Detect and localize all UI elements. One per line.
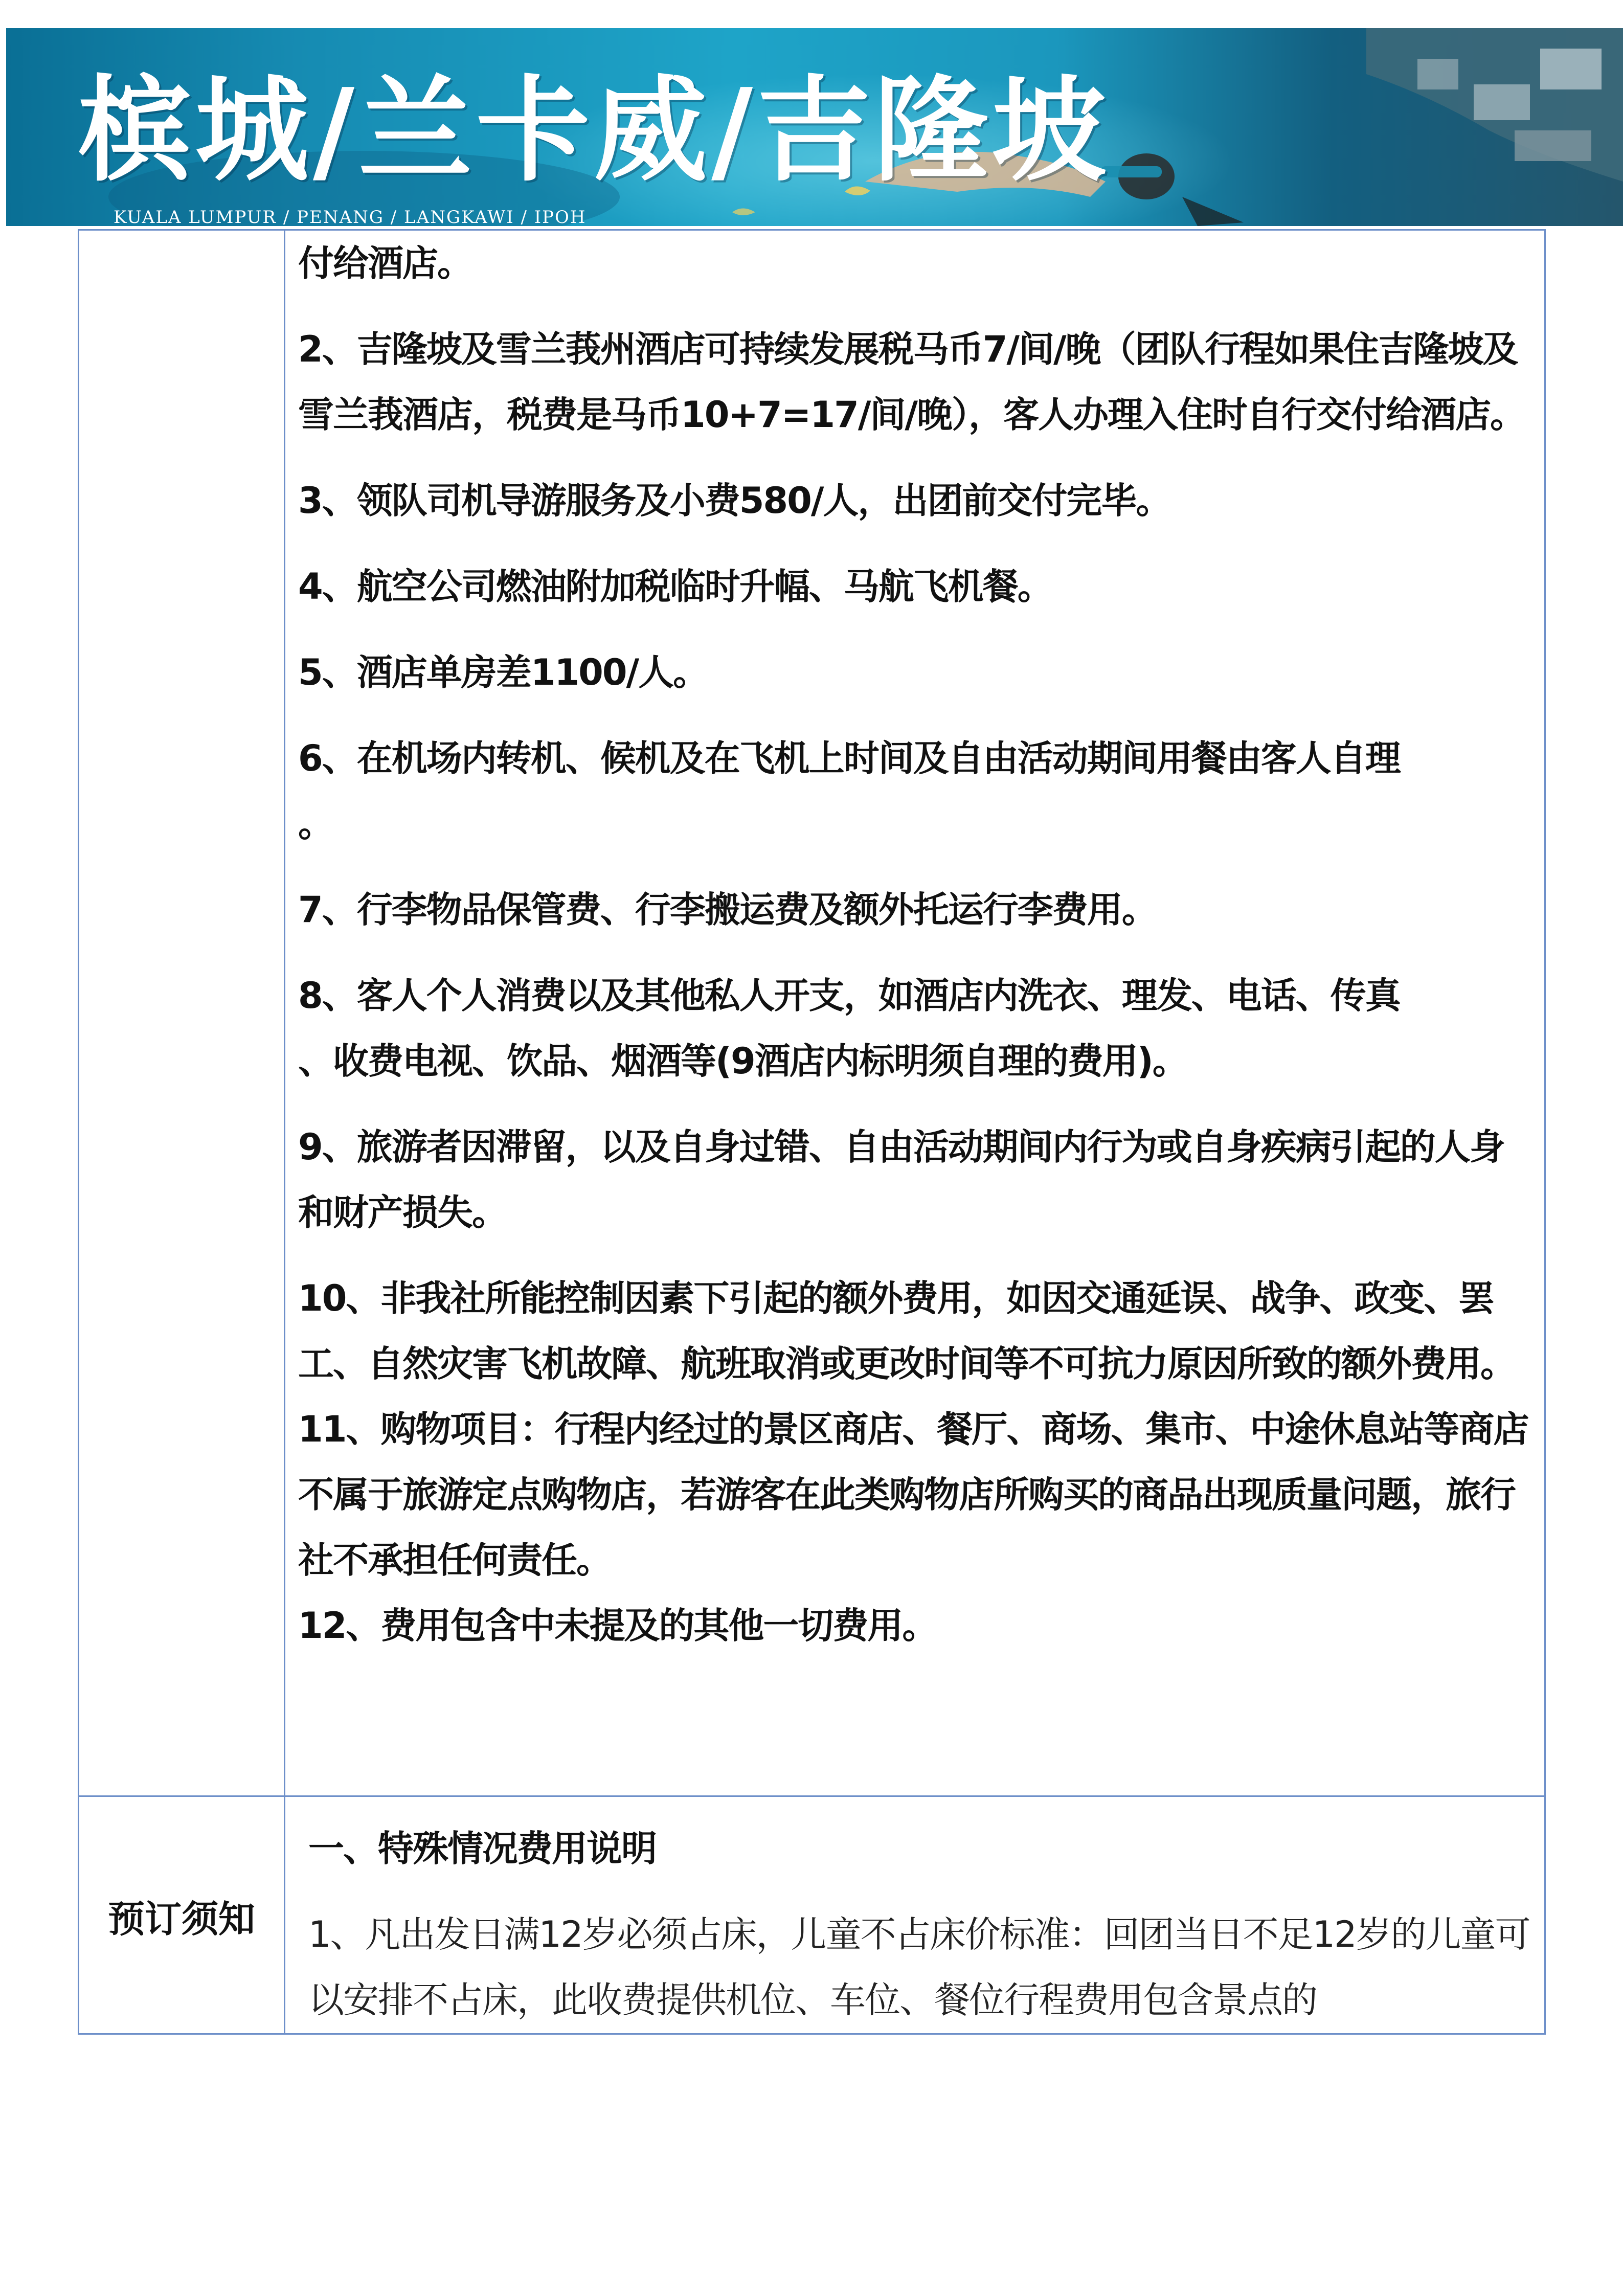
fee-item: 10、非我社所能控制因素下引起的额外费用，如因交通延误、战争、政变、罢工、自然灾害飞机故障、航班取消或更改时间等不可抗力原因所致的额外费用。 <box>298 1277 1515 1385</box>
banner-subtitle: KUALA LUMPUR / PENANG / LANGKAWI / IPOH <box>114 207 587 226</box>
fee-item: 付给酒店。 <box>298 242 472 284</box>
fee-item: 8、客人个人消费以及其他私人开支，如酒店内洗衣、理发、电话、传真 、收费电视、饮品、烟酒等(9酒店内标明须自理的费用)。 <box>298 975 1400 1082</box>
column-divider <box>284 231 285 2033</box>
booking-notice-label: 预订须知 <box>107 1897 255 1941</box>
booking-notice-cell <box>298 1798 1538 2033</box>
fee-item: 9、旅游者因滞留，以及自身过错、自由活动期间内行为或自身疾病引起的人身和财产损失。 <box>298 1126 1504 1233</box>
fee-item: 3、领队司机导游服务及小费580/人，出团前交付完毕。 <box>298 480 1171 522</box>
fee-item: 12、费用包含中未提及的其他一切费用。 <box>298 1605 937 1647</box>
fee-exclusions-cell <box>298 231 1538 1658</box>
row-divider <box>79 1795 1544 1797</box>
fee-item: 5、酒店单房差1100/人。 <box>298 651 708 693</box>
banner-title: 槟城/兰卡威/吉隆坡 <box>78 64 1110 197</box>
fee-item: 11、购物项目：行程内经过的景区商店、餐厅、商场、集市、中途休息站等商店不属于旅游定点购物店，若游客在此类购物店所购买的商品出现质量问题，旅行社不承担任何责任。 <box>298 1408 1528 1581</box>
section-title: 一、特殊情况费用说明 <box>308 1828 656 1870</box>
header-banner <box>6 28 1623 226</box>
fee-item: 2、吉隆坡及雪兰莪州酒店可持续发展税马币7/间/晚（团队行程如果住吉隆坡及雪兰莪酒店，税费是马币10+7=17/间/晚），客人办理入住时自行交付给酒店。 <box>298 328 1525 436</box>
notice-item: 1、凡出发日满12岁必须占床，儿童不占床价标准：回团当日不足12岁的儿童可以安排不占床，此收费提供机位、车位、餐位行程费用包含景点的 <box>308 1914 1530 2021</box>
fee-item: 4、航空公司燃油附加税临时升幅、马航飞机餐。 <box>298 566 1052 607</box>
fee-table <box>78 229 1546 2035</box>
fee-item: 6、在机场内转机、候机及在飞机上时间及自由活动期间用餐由客人自理 。 <box>298 737 1400 845</box>
fee-item: 7、行李物品保管费、行李搬运费及额外托运行李费用。 <box>298 889 1157 931</box>
